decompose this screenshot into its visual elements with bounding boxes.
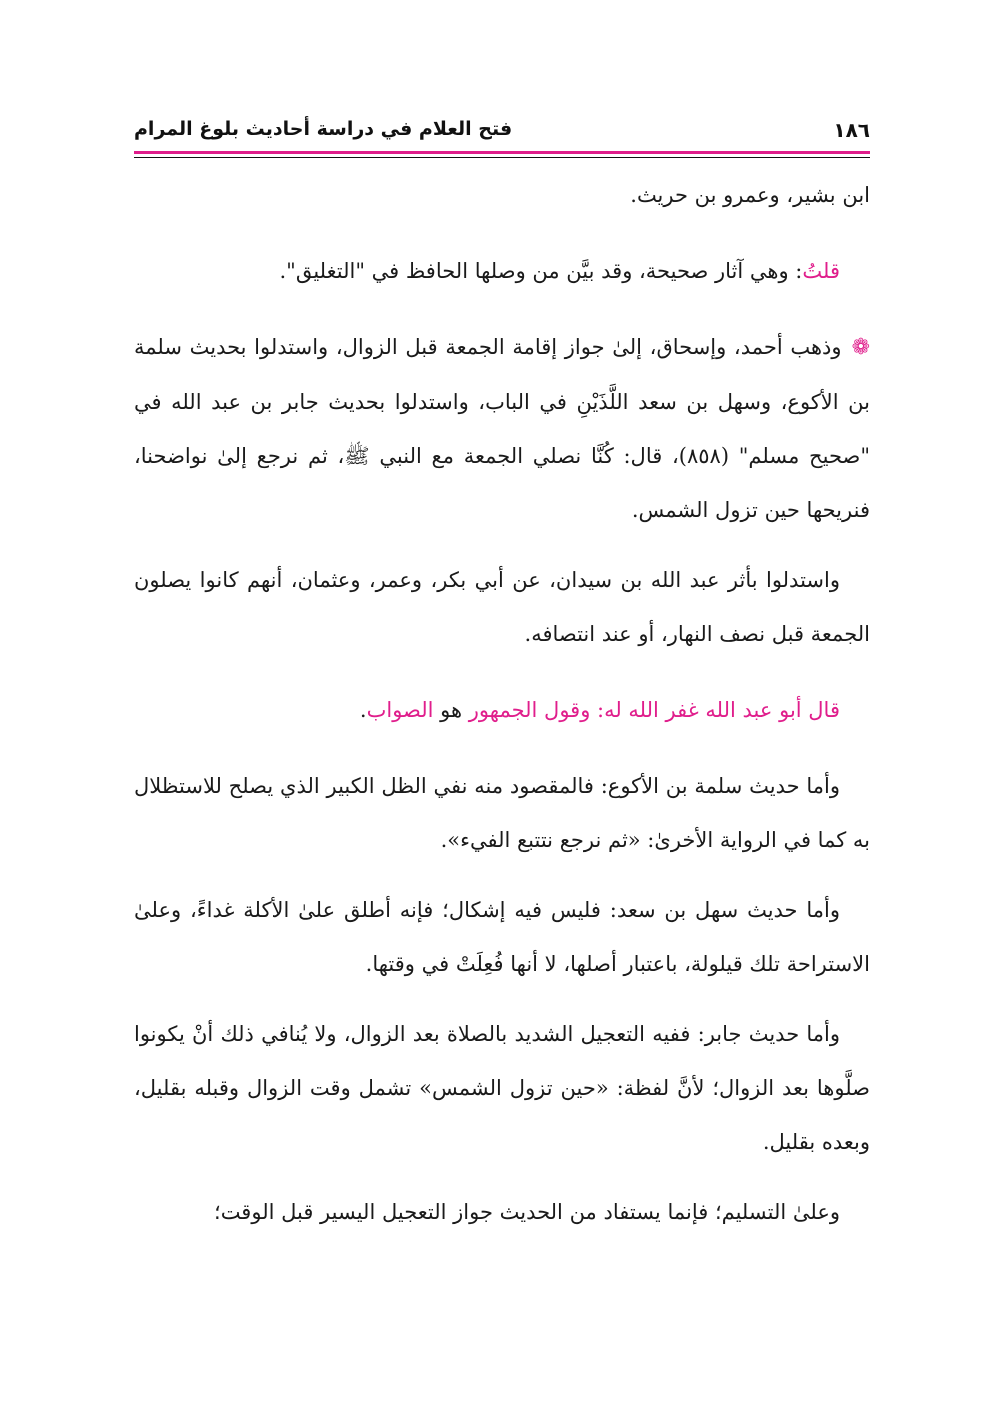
paragraph-2 — [134, 244, 870, 298]
paragraph-1 — [134, 168, 870, 222]
body-text — [134, 168, 870, 1239]
paragraph-3-text: وذهب أحمد، وإسحاق، إلىٰ جواز إقامة الجمعة قبل الزوال، واستدلوا بحديث سلمة بن الأكوع، وسهل بن سعد اللَّذَيْنِ في الباب، واستدلوا بحديث جابر بن عبد الله في "صحيح مسلم" (٨٥٨)، قال: كُنَّا نصلي الجمعة مع النبي ﷺ، ثم نرجع إلىٰ نواضحنا، فنريحها حين تزول الشمس. — [134, 335, 870, 522]
paragraph-6 — [134, 759, 870, 867]
majority-opinion: : وقول الجمهور — [468, 698, 605, 722]
page-number: ١٨٦ — [833, 118, 870, 142]
paragraph-1-text: ابن بشير، وعمرو بن حريث. — [630, 183, 870, 207]
paragraph-2-text: : وهي آثار صحيحة، وقد بيَّن من وصلها الحافظ في "التغليق". — [279, 259, 803, 283]
author-note-label: قلتُ — [802, 259, 840, 283]
paragraph-6-text: وأما حديث سلمة بن الأكوع: فالمقصود منه نفي الظل الكبير الذي يصلح للاستظلال به كما في الرواية الأخرىٰ: «ثم نرجع نتتبع الفيء». — [134, 774, 870, 852]
paragraph-5-plain: هو — [433, 698, 469, 722]
paragraph-4-text: واستدلوا بأثر عبد الله بن سيدان، عن أبي بكر، وعمر، وعثمان، أنهم كانوا يصلون الجمعة قبل نصف النهار، أو عند انتصافه. — [134, 568, 870, 646]
header-rule-accent — [134, 151, 870, 154]
paragraph-9 — [134, 1185, 870, 1239]
paragraph-8 — [134, 1007, 870, 1169]
paragraph-9-text: وعلىٰ التسليم؛ فإنما يستفاد من الحديث جواز التعجيل اليسير قبل الوقت؛ — [214, 1200, 840, 1224]
correct-label: الصواب — [366, 698, 434, 722]
book-title: فتح العلام في دراسة أحاديث بلوغ المرام — [134, 118, 513, 140]
paragraph-4 — [134, 553, 870, 661]
paragraph-7-text: وأما حديث سهل بن سعد: فليس فيه إشكال؛ فإنه أطلق علىٰ الأكلة غداءً، وعلىٰ الاستراحة تلك قيلولة، باعتبار أصلها، لا أنها فُعِلَتْ في وقتها. — [134, 898, 870, 976]
paragraph-5 — [134, 683, 870, 737]
paragraph-7 — [134, 883, 870, 991]
flower-ornament-icon: ❁ — [851, 335, 870, 360]
paragraph-5-dot: . — [359, 698, 367, 722]
header-rule — [134, 157, 870, 158]
paragraph-8-text: وأما حديث جابر: ففيه التعجيل الشديد بالصلاة بعد الزوال، ولا يُنافي ذلك أنْ يكونوا صلَّوها بعد الزوال؛ لأنَّ لفظة: «حين تزول الشمس» تشمل وقت الزوال وقبله بقليل، وبعده بقليل. — [134, 1022, 870, 1154]
running-header — [134, 110, 870, 154]
paragraph-3 — [134, 320, 870, 537]
author-label: قال أبو عبد الله غفر الله له — [604, 698, 840, 722]
